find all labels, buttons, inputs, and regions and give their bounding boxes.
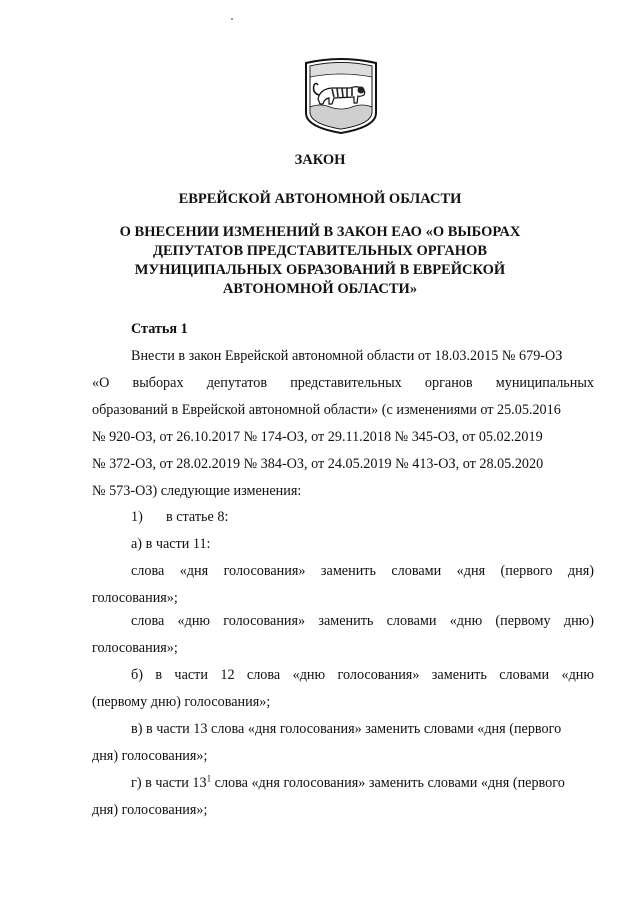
superscript: 1 — [206, 773, 212, 784]
article-line: «О выборах депутатов представительных органов муниципальных — [92, 375, 594, 391]
article-line: б) в части 12 слова «дню голосования» заменить словами «дню — [131, 667, 594, 683]
article-line: дня) голосования»; — [92, 748, 208, 764]
article-line: голосования»; — [92, 590, 178, 606]
article-line: дня) голосования»; — [92, 802, 208, 818]
article-line: № 573-ОЗ) следующие изменения: — [92, 483, 302, 499]
law-heading: ЗАКОН — [294, 152, 346, 168]
article-line: слова «дню голосования» заменить словами «дню (первому дню) — [131, 613, 594, 629]
article-line: образований в Еврейской автономной области» (с изменениями от 25.05.2016 — [92, 402, 561, 418]
law-title-line: О ВНЕСЕНИИ ИЗМЕНЕНИЙ В ЗАКОН ЕАО «О ВЫБОРАХ — [119, 224, 521, 240]
law-title-line: АВТОНОМНОЙ ОБЛАСТИ» — [222, 281, 418, 297]
region-heading: ЕВРЕЙСКОЙ АВТОНОМНОЙ ОБЛАСТИ — [178, 191, 462, 207]
article-line-part: г) в части 13 — [131, 775, 207, 791]
article-line: в) в части 13 слова «дня голосования» заменить словами «дня (первого — [131, 721, 562, 737]
article-line: в статье 8: — [166, 509, 229, 525]
article-line: а) в части 11: — [131, 536, 211, 552]
law-title-line: МУНИЦИПАЛЬНЫХ ОБРАЗОВАНИЙ В ЕВРЕЙСКОЙ — [134, 262, 506, 278]
article-heading: Статья 1 — [131, 321, 188, 337]
scan-speck — [231, 18, 233, 20]
article-line: (первому дню) голосования»; — [92, 694, 271, 710]
law-title-line: ДЕПУТАТОВ ПРЕДСТАВИТЕЛЬНЫХ ОРГАНОВ — [152, 243, 488, 259]
article-line-with-superscript — [131, 773, 565, 793]
article-line: голосования»; — [92, 640, 178, 656]
article-line: № 372-ОЗ, от 28.02.2019 № 384-ОЗ, от 24.05.2019 № 413-ОЗ, от 28.05.2020 — [92, 456, 544, 472]
article-line: № 920-ОЗ, от 26.10.2017 № 174-ОЗ, от 29.11.2018 № 345-ОЗ, от 05.02.2019 — [92, 429, 543, 445]
list-number: 1) — [131, 509, 143, 525]
article-line: Внести в закон Еврейской автономной области от 18.03.2015 № 679-ОЗ — [131, 348, 563, 364]
article-line: слова «дня голосования» заменить словами «дня (первого дня) — [131, 563, 594, 579]
law-title — [0, 223, 640, 299]
article-line-part: слова «дня голосования» заменить словами «дня (первого — [211, 775, 565, 791]
coat-of-arms-tiger-icon — [302, 55, 380, 135]
